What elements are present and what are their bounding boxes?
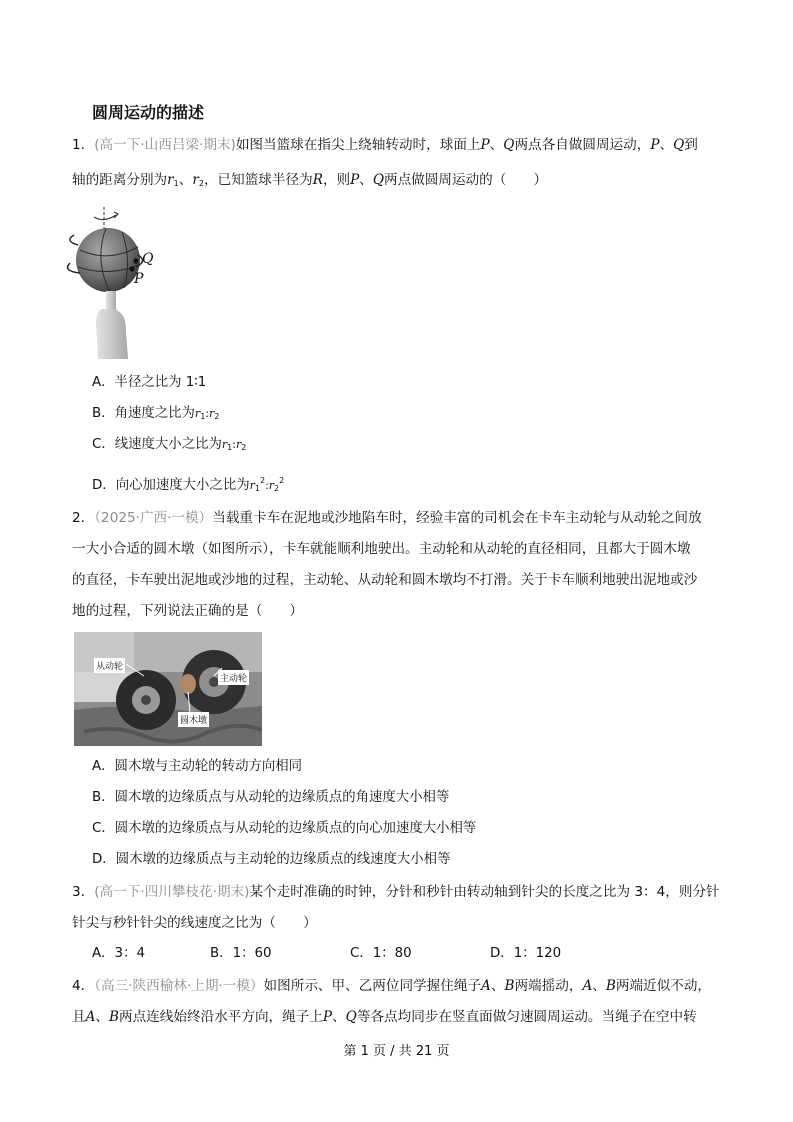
- basketball-shape: [76, 228, 140, 292]
- q2-line3: 的直径，卡车驶出泥地或沙地的过程，主动轮、从动轮和圆木墩均不打滑。关于卡车顺利地驶出泥地或沙: [72, 572, 698, 588]
- fig1-label-p: P: [134, 271, 144, 287]
- q3-line1: 3．(高一下·四川攀枝花·期末)某个走时准确的时钟，分针和秒针由转动轴到针尖的长度之比为 3：4，则分针: [72, 884, 720, 900]
- q4-number: 4．: [72, 978, 95, 994]
- basketball-illustration: [66, 205, 164, 359]
- q2-source: （2025·广西·一模）: [94, 510, 213, 526]
- q3-option-b: B．1：60: [210, 946, 272, 961]
- q2-number: 2．: [72, 510, 95, 526]
- truck-wheel-photo: [74, 632, 262, 746]
- q4-source: （高三·陕西榆林·上期·一模）: [94, 978, 264, 994]
- q3-option-a: A．3：4: [92, 946, 145, 961]
- q3-source: (高一下·四川攀枝花·期末): [94, 884, 250, 900]
- label-drive-wheel: 主动轮: [218, 670, 249, 685]
- q2-option-a: A．圆木墩与主动轮的转动方向相同: [92, 759, 303, 774]
- q4-line2: 且A、B两点连线始终沿水平方向，绳子上P、Q等各点均同步在竖直面做匀速圆周运动。当绳子在空中转: [72, 1009, 697, 1025]
- q2-line2: 一大小合适的圆木墩（如图所示），卡车就能顺利地驶出。主动轮和从动轮的直径相同，且都大于圆木墩: [72, 541, 691, 557]
- q3-line2: 针尖与秒针针尖的线速度之比为（ ）: [72, 915, 317, 931]
- q1-number: 1．: [72, 137, 95, 153]
- q1-option-b: B．角速度之比为$r_1:r_2$: [92, 406, 220, 421]
- page-footer: 第 1 页 / 共 21 页: [343, 1044, 450, 1059]
- q2-option-c: C．圆木墩的边缘质点与从动轮的边缘质点的向心加速度大小相等: [92, 821, 477, 836]
- label-driven-wheel: 从动轮: [94, 658, 125, 673]
- hand-shape: [96, 309, 128, 359]
- truck-wheel-figure: [74, 632, 262, 746]
- q1-option-d: D．向心加速度大小之比为$r_1^2:r_2^2$: [92, 476, 285, 493]
- q1-option-a: A．半径之比为 1∶1: [92, 375, 207, 390]
- q4-line1: 4．（高三·陕西榆林·上期·一模）如图所示、甲、乙两位同学握住绳子A、B两端摇动，A、B两端近似不动，: [72, 978, 712, 994]
- q3-option-c: C．1：80: [350, 946, 412, 961]
- log-shape: [180, 674, 196, 694]
- q2-line4: 地的过程，下列说法正确的是（ ）: [72, 603, 304, 619]
- q3-number: 3．: [72, 884, 95, 900]
- label-log: 圆木墩: [178, 712, 209, 727]
- q2-option-b: B．圆木墩的边缘质点与从动轮的边缘质点的角速度大小相等: [92, 790, 450, 805]
- point-q-dot: [133, 258, 138, 263]
- q2-option-d: D．圆木墩的边缘质点与主动轮的边缘质点的线速度大小相等: [92, 852, 451, 867]
- fig1-label-q: Q: [142, 251, 154, 267]
- q1-option-c: C．线速度大小之比为$r_1:r_2$: [92, 437, 247, 452]
- q1-line2: 轴的距离分别为$r_1$、$r_2$，已知篮球半径为R，则P、Q两点做圆周运动的（ ）: [72, 172, 548, 188]
- q1-source: (高一下·山西吕梁·期末): [94, 137, 236, 153]
- q3-option-d: D．1：120: [490, 946, 562, 961]
- q2-line1: 2．（2025·广西·一模）当载重卡车在泥地或沙地陷车时，经验丰富的司机会在卡车主动轮与从动轮之间放: [72, 510, 702, 526]
- section-title: 圆周运动的描述: [92, 103, 205, 122]
- q1-line1: 1．(高一下·山西吕梁·期末)如图当篮球在指尖上绕轴转动时，球面上P、Q两点各自做圆周运动，P、Q到: [72, 137, 698, 153]
- basketball-figure: [66, 205, 164, 359]
